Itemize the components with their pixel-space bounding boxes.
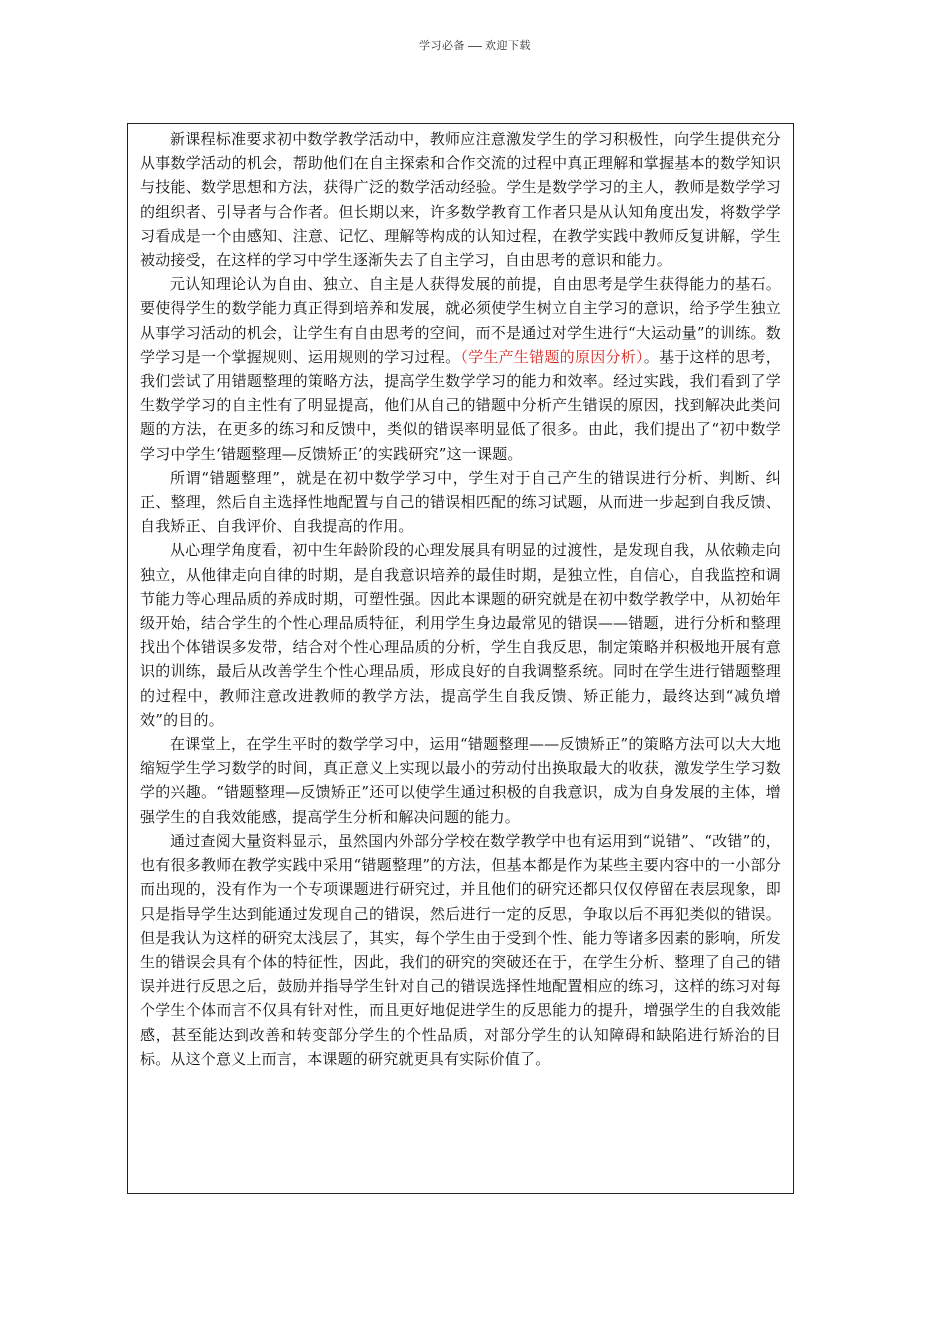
content-box bbox=[127, 123, 794, 1194]
header-left-text: 学习必备 bbox=[419, 39, 465, 52]
page-header bbox=[0, 37, 950, 53]
paragraph-2-before: 元认知理论认为自由、独立、自主是人获得发展的前提，自由思考是学生获得能力的基石。要使得学生的数学能力真正得到培养和发展，就必须使学生树立自主学习的意识，给予学生独立从事学习活动的机会，让学生有自由思考的空间，而不是通过对学生进行“大运动量”的训练。数学学习是一个掌握规则、运用规则的学习过程。 bbox=[140, 275, 781, 366]
header-right-text: 欢迎下载 bbox=[485, 39, 531, 52]
paragraph-2-after: 。基于这样的思考，我们尝试了用错题整理的策略方法，提高学生数学学习的能力和效率。经过实践，我们看到了学生数学学习的自主性有了明显提高，他们从自己的错题中分析产生错误的原因，找到解决此类问题的方法，在更多的练习和反馈中，类似的错误率明显低了很多。由此，我们提出了“初中数学学习中学生‘错题整理—反馈矫正’的实践研究”这一课题。 bbox=[140, 347, 781, 463]
header-underline-gap bbox=[468, 46, 482, 47]
paragraph-1: 新课程标准要求初中数学教学活动中，教师应注意激发学生的学习积极性，向学生提供充分从事数学活动的机会，帮助他们在自主探索和合作交流的过程中真正理解和掌握基本的数学知识与技能、数学思想和方法，获得广泛的数学活动经验。学生是数学学习的主人，教师是数学学习的组织者、引导者与合作者。但长期以来，许多数学教育工作者只是从认知角度出发，将数学学习看成是一个由感知、注意、记忆、理解等构成的认知过程，在教学实践中教师反复讲解，学生被动接受，在这样的学习中学生逐渐失去了自主学习，自由思考的意识和能力。 bbox=[140, 130, 781, 270]
paragraph-2 bbox=[140, 272, 781, 466]
paragraph-4: 从心理学角度看，初中生年龄阶段的心理发展具有明显的过渡性，是发现自我，从依赖走向独立，从他律走向自律的时期，是自我意识培养的最佳时期，是独立性，自信心，自我监控和调节能力等心理品质的养成时期，可塑性强。因此本课题的研究就是在初中数学教学中，从初始年级开始，结合学生的个性心理品质特征，利用学生身边最常见的错误——错题，进行分析和整理找出个体错误多发带，结合对个性心理品质的分析，学生自我反思，制定策略并积极地开展有意识的训练，最后从改善学生个性心理品质，形成良好的自我调整系统。同时在学生进行错题整理的过程中，教师注意改进教师的教学方法，提高学生自我反馈、矫正能力，最终达到“减负增效”的目的。 bbox=[140, 541, 781, 729]
paragraph-3: 所谓“错题整理”，就是在初中数学学习中，学生对于自己产生的错误进行分析、判断、纠正、整理，然后自主选择性地配置与自己的错误相匹配的练习试题，从而进一步起到自我反馈、自我矫正、自我评价、自我提高的作用。 bbox=[140, 468, 781, 536]
highlight-note: （学生产生错题的原因分析） bbox=[460, 347, 644, 366]
paragraph-5: 在课堂上，在学生平时的数学学习中，运用“错题整理——反馈矫正”的策略方法可以大大地缩短学生学习数学的时间，真正意义上实现以最小的劳动付出换取最大的收获，激发学生学习数学的兴趣。“错题整理—反馈矫正”还可以使学生通过积极的自我意识，成为自身发展的主体，增强学生的自我效能感，提高学生分析和解决问题的能力。 bbox=[140, 735, 781, 826]
paragraph-6: 通过查阅大量资料显示，虽然国内外部分学校在数学教学中也有运用到“说错”、“改错”的，也有很多教师在教学实践中采用“错题整理”的方法，但基本都是作为某些主要内容中的一小部分而出现的，没有作为一个专项课题进行研究过，并且他们的研究还都只仅仅停留在表层现象，即只是指导学生达到能通过发现自己的错误，然后进行一定的反思，争取以后不再犯类似的错误。但是我认为这样的研究太浅层了，其实，每个学生由于受到个性、能力等诸多因素的影响，所发生的错误会具有个体的特征性，因此，我们的研究的突破还在于，在学生分析、整理了自己的错误并进行反思之后，鼓励并指导学生针对自己的错误选择性地配置相应的练习，这样的练习对每个学生个体而言不仅具有针对性，而且更好地促进学生的反思能力的提升，增强学生的自我效能感，甚至能达到改善和转变部分学生的个性品质，对部分学生的认知障碍和缺陷进行矫治的目标。从这个意义上而言，本课题的研究就更具有实际价值了。 bbox=[140, 831, 781, 1068]
